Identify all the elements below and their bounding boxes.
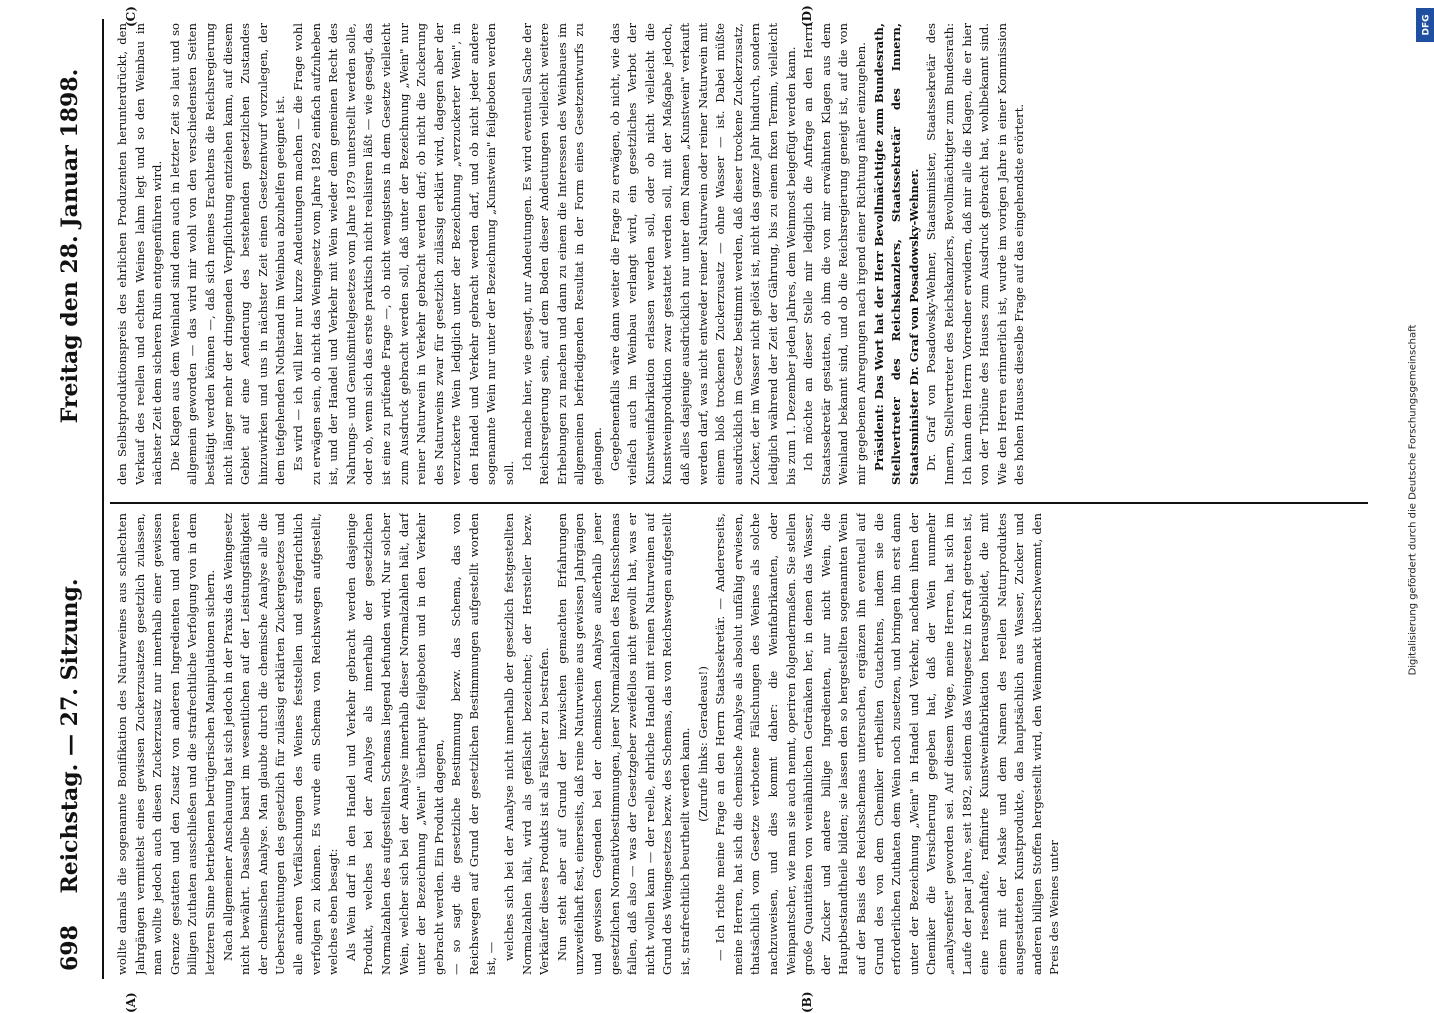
quoted-rule: welches sich bei der Analyse nicht innerhalb der gesetzlich festgestellten Normalzahlen hält, wird als gefälscht bezeichnet; der Hersteller bezw. Verkäufer dieses Produkts ist als Fälscher zu bestrafen. bbox=[501, 513, 554, 975]
paragraph: Gegebenenfalls wäre dann weiter die Frage zu erwägen, ob nicht, wie das vielfach auch im Weinbau verlangt wird, ein gesetzliches Verbot der Kunstweinfabrikation erlassen werden soll, oder ob nicht vielleicht die Kunstweinproduktion zwar gestattet werden soll, mit der Maßgabe jedoch, daß alles dasjenige ausdrücklich nur unter dem Namen „Kunstwein" verkauft werden darf, was nicht entweder reiner Naturwein oder reiner Naturwein mit einem bloß trockenen Zuckerzusatz — ohne Wasser — ist. Dabei müßte ausdrücklich im Gesetz bestimmt werden, daß dieser trockene Zuckerzusatz, Zucker, der im Wasser nicht gelöst ist, nicht das ganze Jahr hindurch, sondern lediglich während der Zeit der Gährung, bis zu einem fixen Termin, vielleicht bis zum 1. Dezember jeden Jahres, dem Weinmost beigefügt werden kann. bbox=[607, 23, 801, 485]
paragraph: Nach allgemeiner Anschauung hat sich jedoch in der Praxis das Weingesetz nicht bewährt. Dasselbe basirt im wesentlichen auf der Leistungsfähigkeit der chemischen Analyse. Man glaubte durch die chemische Analyse alle die Ueberschreitungen des gesetzlich für zulässig erklärten Zuckergesetzes und alle anderen Verfälschungen des Weines feststellen und strafgerichtlich verfolgen zu können. Es wurde ein Schema von Reichswegen aufgestellt, welches eben besagt: bbox=[220, 513, 343, 975]
digitization-note: Digitalisierung gefördert durch die Deutsche Forschungsgemeinschaft bbox=[1408, 325, 1419, 676]
paragraph: Nun steht aber auf Grund der inzwischen gemachten Erfahrungen unzweifelhaft fest, einerseits, daß reine Naturweine aus gewissen Jahrgängen und gewissen Gegenden bei der chemischen Analyse außerhalb jener gesetzlichen Normativbestimmungen, jener Normalzahlen des Reichsschemas fallen, daß also — was der Gesetzgeber zweifellos nicht gewollt hat, was er nicht wollen kann — der reelle, ehrliche Handel mit reinen Naturweinen auf Grund des Weingesetzes bezw. des Schemas, das von Reichswegen aufgestellt ist, strafrechtlich beurtheilt werden kann. bbox=[554, 513, 695, 975]
dfg-logo: DFG bbox=[1416, 8, 1434, 42]
paragraph: Die Klagen aus dem Weinland sind denn auch in letzter Zeit so laut und so allgemein geworden — das wird mir wohl von den verschiedensten Seiten bestätigt werden können —, daß sich meines Erachtens die Reichsregierung nicht länger mehr der dringenden Verpflichtung entziehen kann, auf diesem Gebiet auf eine Aenderung des bestehenden gesetzlichen Zustandes hinzuwirken und uns in nächster Zeit einen Gesetzentwurf vorzulegen, der dem tiefgehenden Nothstand im Weinbau abzuhelfen geeignet ist. bbox=[167, 23, 290, 485]
header-title: Reichstag. — 27. Sitzung. bbox=[48, 501, 92, 971]
speaker-paragraph: Dr. Graf von Posadowsky-Wehner, Staatsminister, Staatssekretär des Innern, Stellvertreter des Reichskanzlers, Bevollmächtigter zum Bundesrath: Ich kann dem Herrn Vorredner erwidern, daß mir alle die Klagen, die er hier von der Tribüne des Hauses zum Ausdruck gebracht hat, wohlbekannt sind. Wie den Herren erinnerlich ist, wurde im vorigen Jahre in einer Kommission des hohen Hauses dieselbe Frage auf das eingehendste erörtert. bbox=[923, 23, 1029, 485]
margin-marker-c: (C) bbox=[124, 6, 138, 27]
page-number: 698 bbox=[48, 925, 92, 971]
margin-marker-b: (B) bbox=[800, 992, 814, 1013]
header-rule bbox=[102, 19, 104, 979]
quoted-rule: Als Wein darf in den Handel und Verkehr gebracht werden dasjenige Produkt, welches bei der Analyse als innerhalb der gesetzlichen Normalzahlen des aufgestellten Schemas liegend befunden wird. Nur solcher Wein, welcher sich bei der Analyse innerhalb dieser Normalzahlen hält, darf unter der Bezeichnung „Wein" überhaupt feilgeboten und in den Verkehr gebracht werden. Ein Produkt dagegen, bbox=[343, 513, 449, 975]
paragraph: Ich mache hier, wie gesagt, nur Andeutungen. Es wird eventuell Sache der Reichsregierung sein, auf dem Boden dieser Andeutungen vielleicht weitere Erhebungen zu machen und dann zu einem die Interessen des Weinbaues im allgemeinen befriedigenden Resultat in der Form eines Gesetzentwurfs zu gelangen. bbox=[519, 23, 607, 485]
running-header bbox=[48, 19, 92, 971]
speaker-paragraph: Präsident: Das Wort hat der Herr Bevollmächtigte zum Bundesrath, Stellvertreter des Reichskanzlers, Staatssekretär des Innern, Staatsminister Dr. Graf von Posadowsky-Wehner. bbox=[871, 23, 924, 485]
scanned-page bbox=[40, 11, 1380, 987]
paragraph: wollte damals die sogenannte Bonifikation des Naturweines aus schlechten Jahrgängen vermittelst eines gewissen Zuckerzusatzes gesetzlich zulassen, man wollte jedoch auch diesen Zuckerzusatz nur innerhalb einer gewissen Grenze gestatten und den Zusatz von anderen Ingredienten und anderen billigen Zuthaten ausschließen und die strafrechtliche Verfolgung von in dem letzteren Sinne betriebenen betrügerischen Manipulationen sichern. bbox=[114, 513, 220, 975]
right-column bbox=[114, 23, 1364, 485]
paragraph: — Ich richte meine Frage an den Herrn Staatssekretär. — Andererseits, meine Herren, hat sich die chemische Analyse als absolut unfähig erwiesen, thatsächlich vom Gesetze verbotene Fälschungen des Weines als solche nachzuweisen, und dies kommt daher: die Weinfabrikanten, oder Weinpantscher, wie man sie auch nennt, operiren folgendermaßen. Sie stellen große Quantitäten von weinähnlichen Getränken her, in denen das Wasser, der Zucker und andere billige Ingredienten, nur nicht Wein, die Hauptbestandtheile bilden; sie lassen den so hergestellten sogenannten Wein auf der Basis des Reichsschemas untersuchen, ergänzen ihn eventuell auf Grund des von dem Chemiker ertheilten Gutachtens, indem sie die erforderlichen Zuthaten dem Wein noch zusetzen, und bringen ihn erst dann unter der Bezeichnung „Wein" in Handel und Verkehr, nachdem ihnen der Chemiker die Versicherung gegeben hat, daß der Wein nunmehr „analysenfest" geworden sei. Auf diesem Wege, meine Herren, hat sich im Laufe der paar Jahre, seit 1892, seitdem das Weingesetz in Kraft getreten ist, eine riesenhafte, raffinirte Kunstweinfabrikation herausgebildet, die mit einem mit der Maske und dem Namen des reellen Naturproduktes ausgestatteten Kunstprodukte, das hauptsächlich aus Wasser, Zucker und anderen billigen Stoffen hergestellt wird, den Weinmarkt überschwemmt, den Preis des Weines unter bbox=[712, 513, 1064, 975]
left-column bbox=[114, 513, 1364, 975]
margin-marker-a: (A) bbox=[124, 992, 138, 1013]
header-date: Freitag den 28. Januar 1898. bbox=[48, 11, 92, 481]
paragraph: — so sagt die gesetzliche Bestimmung bezw. das Schema, das von Reichswegen auf Grund der gesetzlichen Bestimmungen aufgestellt worden ist, — bbox=[448, 513, 501, 975]
paragraph: Es wird — ich will hier nur kurze Andeutungen machen — die Frage wohl zu erwägen sein, ob nicht das Weingesetz vom Jahre 1892 einfach aufzuheben ist, und der Handel und Verkehr mit Wein wieder dem gemeinen Recht des Nahrungs- und Genußmittelgesetzes vom Jahre 1879 unterstellt werden solle, oder ob, wenn sich das erste praktisch nicht realisiren läßt — wie gesagt, das ist eine zu prüfende Frage —, ob nicht wenigstens in dem Gesetze vielleicht zum Ausdruck gebracht werden soll, daß unter der Bezeichnung „Wein" nur reiner Naturwein in Verkehr gebracht werden darf; ob nicht die Zuckerung des Naturweins zwar für gesetzlich zulässig erklärt wird, dagegen aber der verzuckerte Wein lediglich unter der Bezeichnung „verzuckerter Wein", in den Handel und Verkehr gebracht werden darf, und ob nicht jeder andere sogenannte Wein nur unter der Bezeichnung „Kunstwein" feilgeboten werden soll. bbox=[290, 23, 519, 485]
margin-marker-d: (D) bbox=[800, 5, 814, 27]
interjection: (Zurufe links: Geradeaus!) bbox=[695, 513, 713, 975]
paragraph: den Selbstproduktionspreis des ehrlichen Produzenten herunterdrückt, den Verkauf des reellen und echten Weines lahm legt und so den Weinbau in nächster Zeit dem sicheren Ruin entgegenführen wird. bbox=[114, 23, 167, 485]
paragraph: Ich möchte an dieser Stelle mir lediglich die Anfrage an den Herrn Staatssekretär gestatten, ob ihm die von mir erwähnten Klagen aus dem Weinland bekannt sind, und ob die Reichsregierung geneigt ist, auf die von mir gegebenen Anregungen nach irgend einer Richtung näher einzugehen. bbox=[800, 23, 870, 485]
column-rule bbox=[110, 502, 1368, 504]
